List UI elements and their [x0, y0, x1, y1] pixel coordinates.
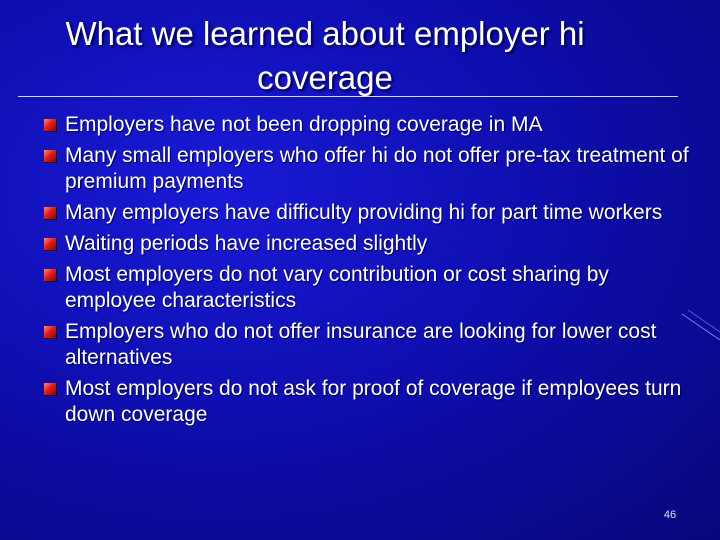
bullet-item	[42, 112, 702, 138]
slide-title-line-2: coverage	[257, 59, 393, 96]
title-divider	[18, 96, 678, 97]
page-number: 46	[663, 509, 677, 521]
bullet-item	[42, 376, 702, 428]
red-square-bullet-icon	[44, 269, 56, 281]
bullet-text: Waiting periods have increased slightly	[65, 232, 428, 255]
red-square-bullet-icon	[44, 383, 56, 395]
slide-title	[0, 12, 650, 100]
bullet-text: Employers have not been dropping coverage in MA	[65, 113, 543, 136]
bullet-text: Many employers have difficulty providing hi for part time workers	[65, 201, 663, 224]
bullet-list	[42, 112, 702, 433]
bullet-item	[42, 319, 702, 371]
bullet-item	[42, 200, 702, 226]
red-square-bullet-icon	[44, 150, 56, 162]
red-square-bullet-icon	[44, 119, 56, 131]
bullet-item	[42, 262, 702, 314]
bullet-item	[42, 143, 702, 195]
red-square-bullet-icon	[44, 238, 56, 250]
bullet-text: Employers who do not offer insurance are looking for lower cost alternatives	[65, 320, 657, 369]
red-square-bullet-icon	[44, 207, 56, 219]
bullet-text: Most employers do not vary contribution or cost sharing by employee characteristics	[65, 263, 609, 312]
bullet-item	[42, 231, 702, 257]
bullet-text: Many small employers who offer hi do not offer pre-tax treatment of premium payments	[65, 144, 689, 193]
slide-title-line-1: What we learned about employer hi	[65, 15, 585, 52]
bullet-text: Most employers do not ask for proof of coverage if employees turn down coverage	[65, 377, 682, 426]
red-square-bullet-icon	[44, 326, 56, 338]
